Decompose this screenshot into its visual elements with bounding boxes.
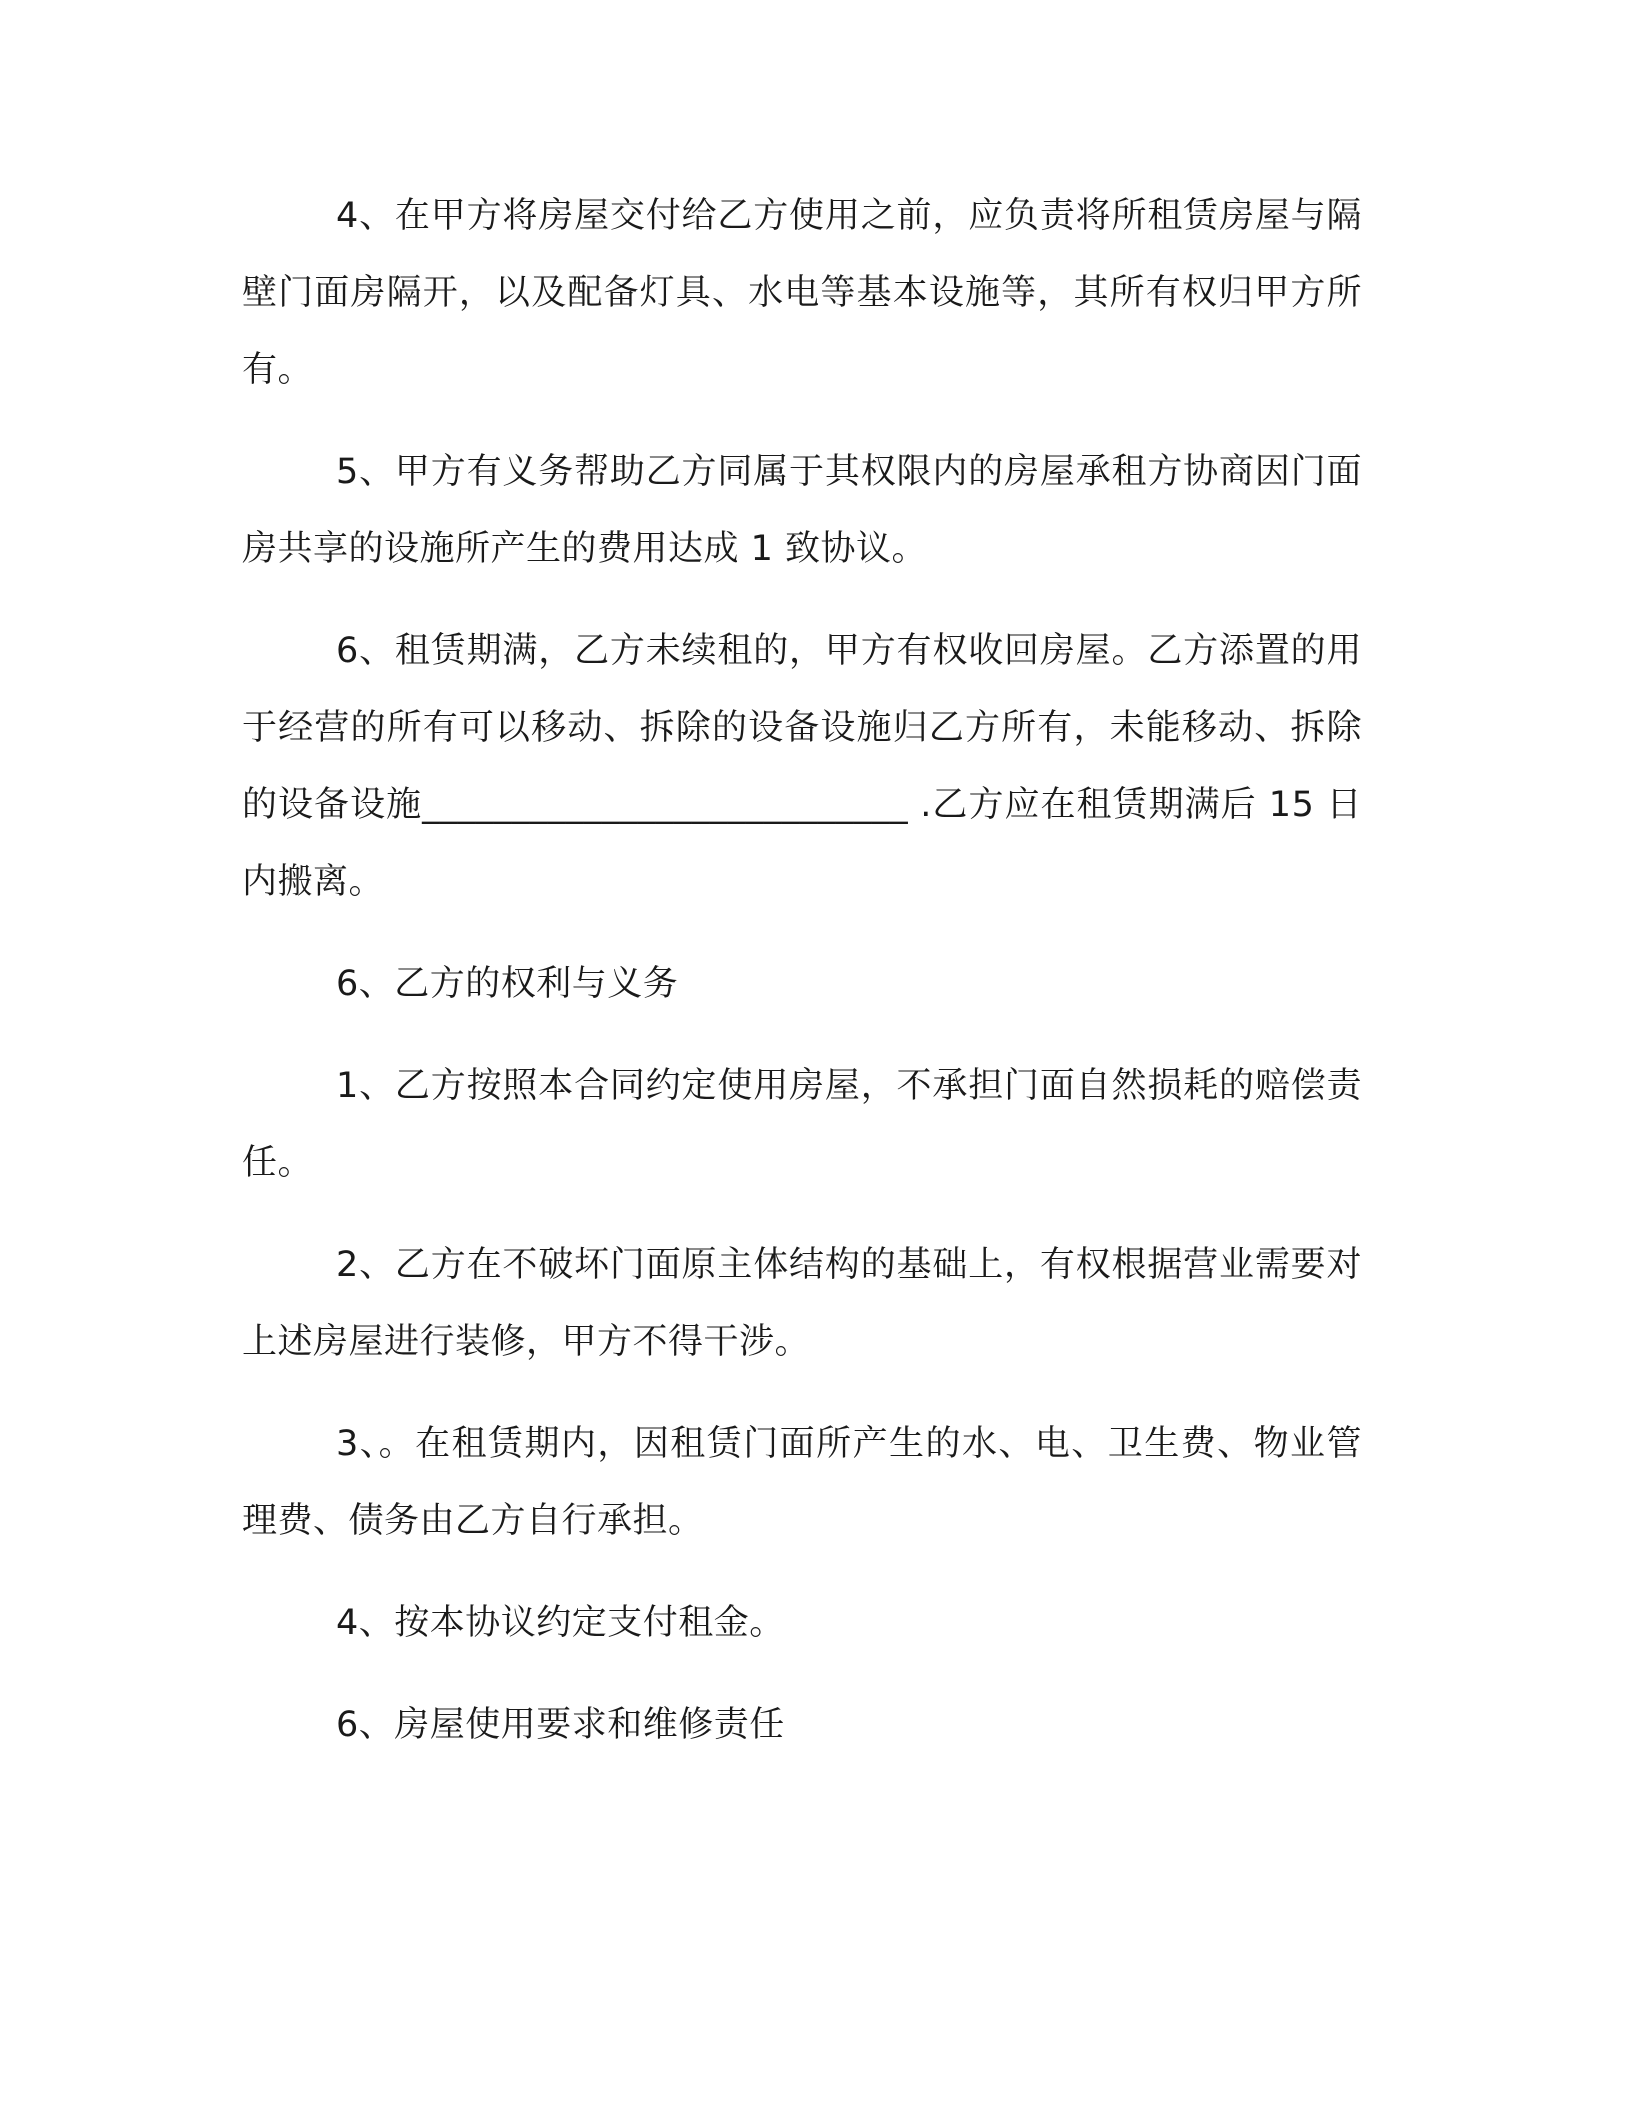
paragraph-tenant-clause-4: 4、按本协议约定支付租金。	[336, 1603, 785, 1643]
paragraph-tenant-clause-1: 1、乙方按照本合同约定使用房屋，不承担门面自然损耗的赔偿责任。	[242, 1066, 1362, 1183]
paragraph-clause-5-shared-costs: 5、甲方有义务帮助乙方同属于其权限内的房屋承租方协商因门面房共享的设施所产生的费用达成 1 致协议。	[242, 452, 1362, 569]
section-heading-tenant-rights: 6、乙方的权利与义务	[336, 964, 679, 1004]
paragraph-clause-6-lease-expiry: 6、租赁期满，乙方未续租的，甲方有权收回房屋。乙方添置的用于经营的所有可以移动、拆除的设备设施归乙方所有，未能移动、拆除的设备设施___________________________ .乙方应在租赁期满后 15 日内搬离。	[242, 631, 1362, 902]
paragraph-tenant-clause-3: 3、。在租赁期内，因租赁门面所产生的水、电、卫生费、物业管理费、债务由乙方自行承担。	[242, 1424, 1362, 1541]
section-heading-usage-maintenance: 6、房屋使用要求和维修责任	[336, 1705, 785, 1745]
paragraph-tenant-clause-2: 2、乙方在不破坏门面原主体结构的基础上，有权根据营业需要对上述房屋进行装修，甲方不得干涉。	[242, 1245, 1362, 1362]
paragraph-clause-4-handover: 4、在甲方将房屋交付给乙方使用之前，应负责将所租赁房屋与隔壁门面房隔开，以及配备灯具、水电等基本设施等，其所有权归甲方所有。	[242, 196, 1362, 390]
document-body	[242, 178, 1362, 1789]
